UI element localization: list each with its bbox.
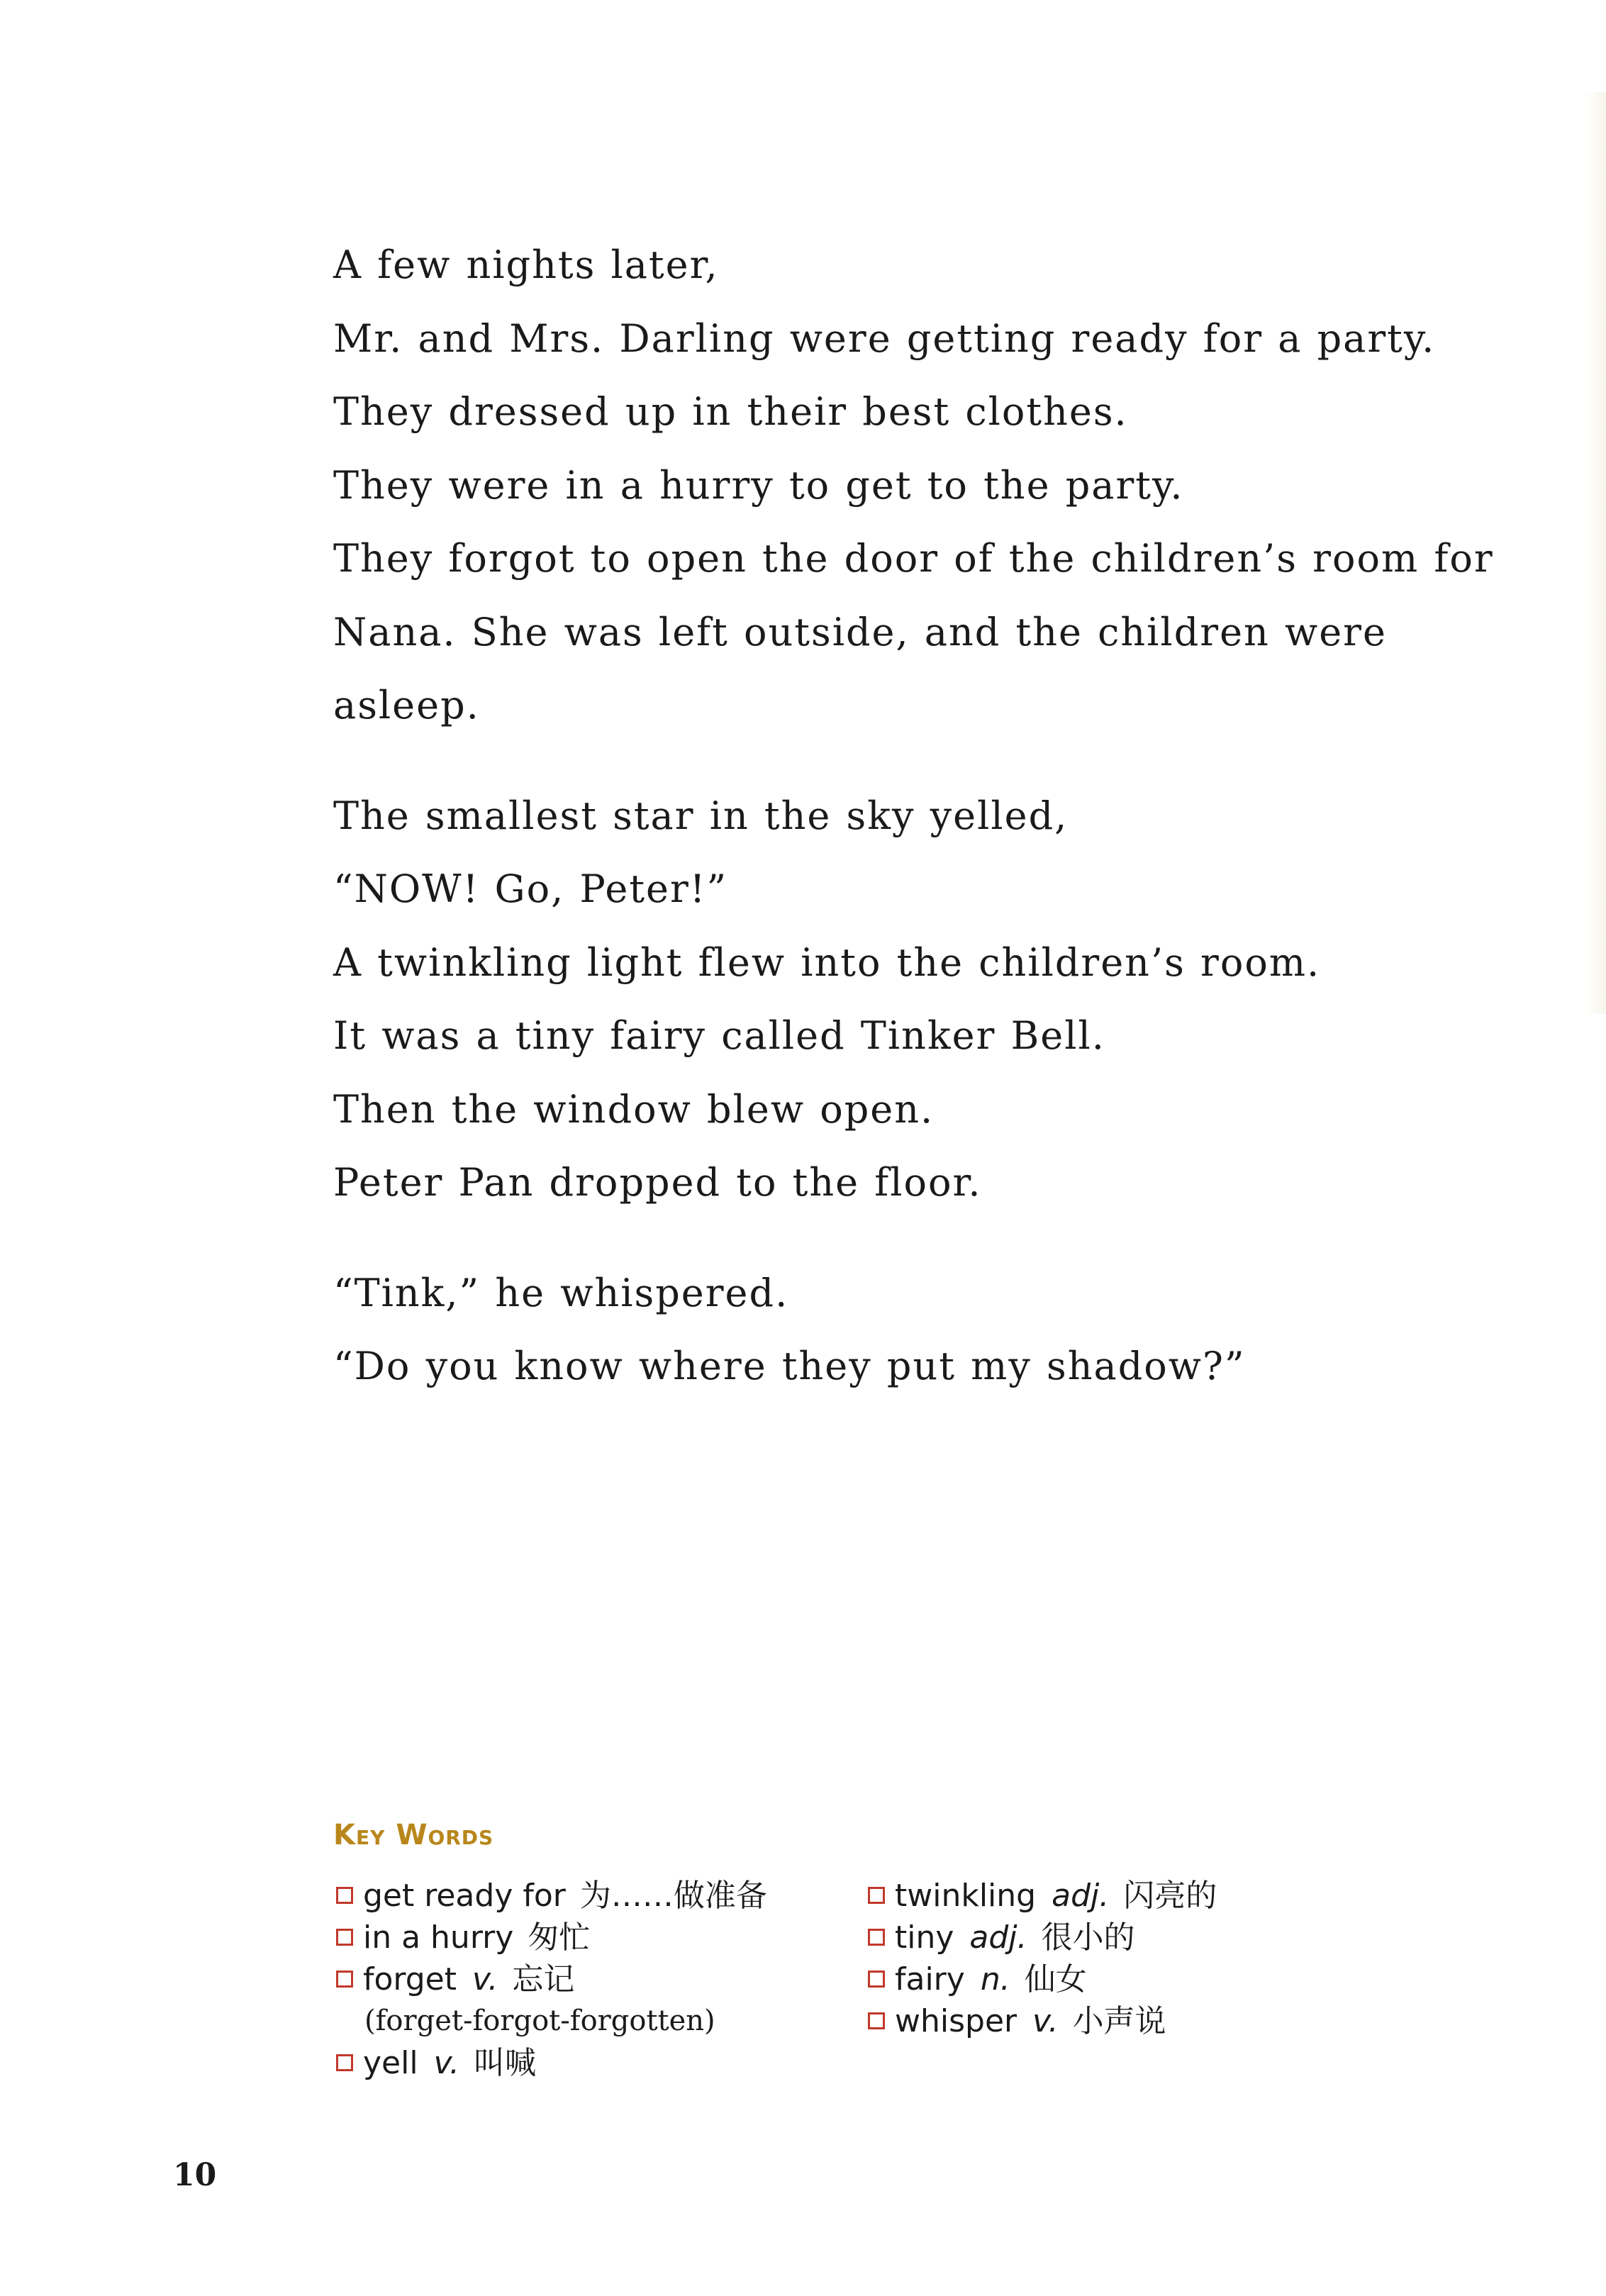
key-word: in a hurry — [363, 1919, 514, 1956]
checkbox[interactable] — [336, 2054, 353, 2071]
page-edge-shadow — [1585, 92, 1606, 1014]
story-line: It was a tiny fairy called Tinker Bell. — [333, 1013, 1105, 1058]
key-word: twinkling — [895, 1878, 1037, 1914]
story-line: “Do you know where they put my shadow?” — [333, 1344, 1246, 1388]
key-word-part-of-speech: adj. — [1052, 1878, 1110, 1914]
page-number: 10 — [173, 2157, 217, 2193]
story-paragraph — [333, 228, 1494, 742]
key-words-left-column — [333, 1875, 767, 2084]
key-word-item — [333, 1875, 767, 1917]
story-paragraph — [333, 1256, 1468, 1403]
key-word-translation: 为……做准备 — [579, 1878, 767, 1914]
story-paragraph — [333, 779, 1468, 1220]
checkbox[interactable] — [336, 1887, 353, 1904]
key-word-note: (forget-forgot-forgotten) — [364, 2005, 715, 2037]
story-line: The smallest star in the sky yelled, — [333, 793, 1069, 838]
story-text — [333, 228, 1494, 1440]
story-line: They were in a hurry to get to the party. — [333, 462, 1184, 508]
checkbox[interactable] — [336, 1971, 353, 1988]
checkbox[interactable] — [868, 2012, 885, 2029]
key-word-translation: 很小的 — [1041, 1919, 1135, 1956]
story-line: Mr. and Mrs. Darling were getting ready for a party. — [333, 316, 1436, 361]
key-word-item — [865, 1958, 1217, 2000]
key-word: yell — [363, 2045, 418, 2081]
checkbox[interactable] — [336, 1929, 353, 1946]
key-words-list — [333, 1875, 1326, 2102]
key-words-title: Key Words — [333, 1819, 494, 1851]
story-line: They dressed up in their best clothes. — [333, 389, 1128, 434]
key-word: forget — [363, 1961, 457, 1997]
checkbox[interactable] — [868, 1929, 885, 1946]
key-word-translation: 闪亮的 — [1123, 1878, 1217, 1914]
checkbox[interactable] — [868, 1971, 885, 1988]
story-line: “NOW! Go, Peter!” — [333, 866, 728, 911]
key-word-item — [333, 1917, 767, 1958]
key-word-translation: 叫喊 — [474, 2045, 536, 2081]
key-word-item — [865, 2000, 1217, 2042]
key-word-item — [333, 1958, 767, 2000]
story-line: Nana. She was left outside, and the children were — [333, 609, 1387, 654]
key-word-item — [865, 1875, 1217, 1917]
key-word-part-of-speech: n. — [980, 1961, 1010, 1997]
key-words-section — [333, 1815, 1326, 2102]
story-line: Then the window blew open. — [333, 1086, 935, 1132]
story-line: A twinkling light flew into the children’s room. — [333, 940, 1321, 985]
key-word-part-of-speech: v. — [472, 1961, 498, 1997]
key-word: get ready for — [363, 1878, 566, 1914]
key-word-part-of-speech: adj. — [969, 1919, 1027, 1956]
key-word: fairy — [895, 1961, 965, 1997]
story-line: Peter Pan dropped to the floor. — [333, 1160, 982, 1205]
key-word-translation: 小声说 — [1072, 2003, 1166, 2039]
key-word-translation: 仙女 — [1024, 1961, 1087, 1997]
checkbox[interactable] — [868, 1887, 885, 1904]
key-word-part-of-speech: v. — [433, 2045, 459, 2081]
key-word: whisper — [895, 2003, 1017, 2039]
key-word-item — [333, 2042, 767, 2084]
key-word-translation: 忘记 — [512, 1961, 575, 1997]
key-word-item — [865, 1917, 1217, 1958]
key-word-part-of-speech: v. — [1032, 2003, 1059, 2039]
story-line: asleep. — [333, 683, 480, 728]
story-line: They forgot to open the door of the children’s room for — [333, 536, 1494, 581]
story-line: “Tink,” he whispered. — [333, 1270, 789, 1315]
key-word: tiny — [895, 1919, 954, 1956]
story-line: A few nights later, — [333, 243, 719, 287]
key-word-translation: 匆忙 — [528, 1919, 591, 1956]
key-words-right-column — [865, 1875, 1217, 2042]
